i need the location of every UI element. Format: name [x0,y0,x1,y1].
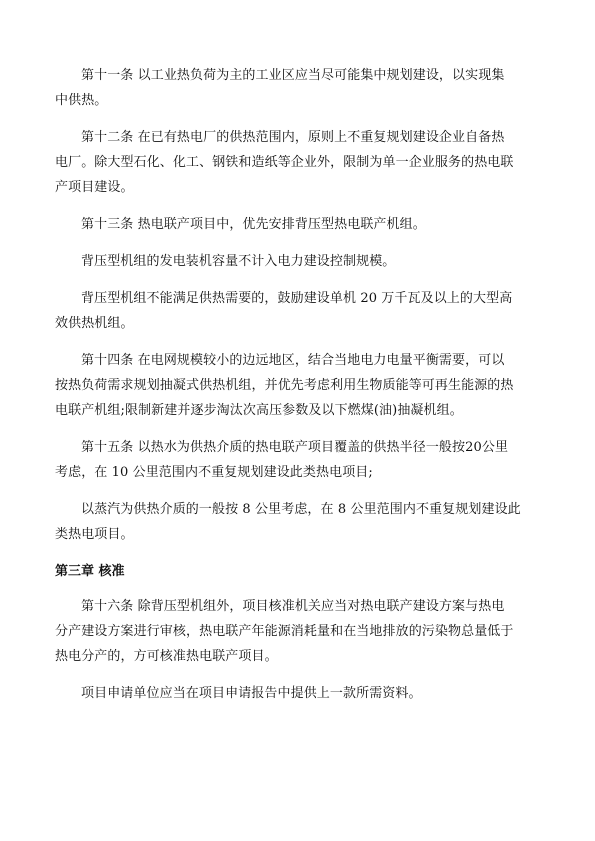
document-body [55,63,521,718]
article-13-clause-3 [55,286,519,336]
paragraph-line: 第十五条 以热水为供热介质的热电联产项目覆盖的供热半径一般按20公里 [81,440,509,455]
paragraph-line: 项目申请单位应当在项目申请报告中提供上一款所需资料。 [81,686,422,701]
paragraph-line: 效供热机组。 [55,316,134,331]
article-16-clause-2 [81,681,519,706]
paragraph-line: 第十四条 在电网规模较小的边远地区，结合当地电力电量平衡需要，可以 [81,353,505,368]
paragraph-line: 电联产机组;限制新建并逐步淘汰次高压参数及以下燃煤(油)抽凝机组。 [55,403,463,418]
paragraph-line: 第十一条 以工业热负荷为主的工业区应当尽可能集中规划建设，以实现集 [81,68,505,83]
paragraph-line: 类热电项目。 [55,527,134,542]
paragraph-line: 产项目建设。 [55,180,134,195]
paragraph-line: 热电分产的，方可核准热电联产项目。 [55,649,278,664]
article-12-paragraph [55,125,519,200]
article-13-clause-2 [81,249,519,274]
chapter-heading: 第三章 核准 [55,564,125,579]
paragraph-line: 背压型机组的发电装机容量不计入电力建设控制规模。 [81,254,396,269]
article-11-paragraph [55,63,519,113]
paragraph-line: 第十二条 在已有热电厂的供热范围内，原则上不重复规划建设企业自备热 [81,130,505,145]
paragraph-line: 考虑，在 10 公里范围内不重复规划建设此类热电项目; [55,465,373,480]
paragraph-line: 第十三条 热电联产项目中，优先安排背压型热电联产机组。 [81,217,426,232]
article-15-paragraph [55,435,519,485]
paragraph-line: 中供热。 [55,93,108,108]
paragraph-line: 电厂。除大型石化、化工、钢铁和造纸等企业外，限制为单一企业服务的热电联 [55,155,514,170]
article-13-paragraph [81,212,519,237]
article-15-clause-2 [55,497,521,547]
paragraph-line: 第十六条 除背压型机组外，项目核准机关应当对热电联产建设方案与热电 [81,599,505,614]
paragraph-line: 分产建设方案进行审核，热电联产年能源消耗量和在当地排放的污染物总量低于 [55,624,514,639]
paragraph-line: 按热负荷需求规划抽凝式供热机组，并优先考虑利用生物质能等可再生能源的热 [55,378,514,393]
paragraph-line: 以蒸汽为供热介质的一般按 8 公里考虑，在 8 公里范围内不重复规划建设此 [81,502,521,517]
article-14-paragraph [55,348,519,423]
article-16-paragraph [55,594,519,669]
paragraph-line: 背压型机组不能满足供热需要的，鼓励建设单机 20 万千瓦及以上的大型高 [81,291,513,306]
